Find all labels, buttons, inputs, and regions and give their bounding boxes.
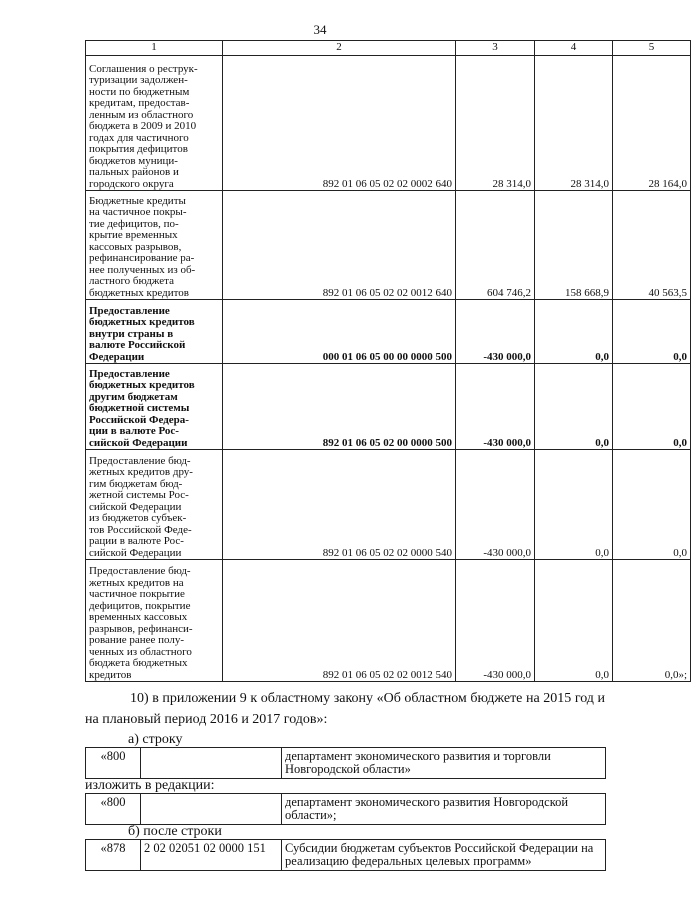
value-col-3: -430 000,0 bbox=[456, 560, 535, 682]
table-row bbox=[86, 560, 691, 682]
row-name: Предоставление бюджетных кредитов другим бюджетам бюджетной системы Российской Федера- ции в валюте Рос- сийской Федерации bbox=[86, 364, 223, 450]
value-col-3: -430 000,0 bbox=[456, 300, 535, 364]
cell-classifier bbox=[141, 748, 282, 779]
value-col-3: 28 314,0 bbox=[456, 56, 535, 191]
row-code: 000 01 06 05 00 00 0000 500 bbox=[223, 300, 456, 364]
value-col-5: 0,0 bbox=[613, 364, 691, 450]
value-col-4: 0,0 bbox=[535, 450, 613, 560]
value-col-5: 0,0 bbox=[613, 300, 691, 364]
value-col-4: 0,0 bbox=[535, 300, 613, 364]
subitem-b: б) после строки bbox=[128, 824, 222, 839]
value-col-3: 604 746,2 bbox=[456, 191, 535, 300]
header-cell: 2 bbox=[223, 41, 456, 56]
value-col-5: 28 164,0 bbox=[613, 56, 691, 191]
row-code: 892 01 06 05 02 02 0000 540 bbox=[223, 450, 456, 560]
row-name: Предоставление бюд- жетных кредитов на частичное покрытие дефицитов, покрытие временных кассовых разрывов, рефинанси- рование ранее полу- ченных из областного бюджета бюджетных кредитов bbox=[86, 560, 223, 682]
cell-name: Субсидии бюджетам субъектов Российской Федерации на реализацию федеральных целевых программ» bbox=[282, 840, 606, 871]
row-code: 892 01 06 05 02 00 0000 500 bbox=[223, 364, 456, 450]
table-row bbox=[86, 748, 606, 779]
row-code: 892 01 06 05 02 02 0012 640 bbox=[223, 191, 456, 300]
value-col-3: -430 000,0 bbox=[456, 364, 535, 450]
cell-code: «800 bbox=[86, 794, 141, 825]
table-header-row bbox=[86, 41, 691, 56]
table-row bbox=[86, 794, 606, 825]
value-col-5: 40 563,5 bbox=[613, 191, 691, 300]
row-table-c bbox=[85, 839, 606, 871]
row-name: Соглашения о реструк- туризации задолжен- ности по бюджетным кредитам, предостав- ленным из областного бюджета в 2009 и 2010 годах для частичного покрытия дефицитов бюджетов муници- пальных районов и городского округа bbox=[86, 56, 223, 191]
cell-classifier: 2 02 02051 02 0000 151 bbox=[141, 840, 282, 871]
replace-text: изложить в редакции: bbox=[85, 778, 215, 793]
row-code: 892 01 06 05 02 02 0002 640 bbox=[223, 56, 456, 191]
row-name: Предоставление бюджетных кредитов внутри страны в валюте Российской Федерации bbox=[86, 300, 223, 364]
value-col-5: 0,0»; bbox=[613, 560, 691, 682]
row-name: Предоставление бюд- жетных кредитов дру- гим бюджетам бюд- жетной системы Рос- сийской Федерации из бюджетов субъек- тов Российской Феде- рации в валюте Рос- сийской Федерации bbox=[86, 450, 223, 560]
table-row bbox=[86, 840, 606, 871]
value-col-3: -430 000,0 bbox=[456, 450, 535, 560]
cell-code: «800 bbox=[86, 748, 141, 779]
page-number: 34 bbox=[313, 22, 327, 37]
header-cell: 3 bbox=[456, 41, 535, 56]
row-name: Бюджетные кредиты на частичное покры- тие дефицитов, по- крытие временных кассовых разрывов, рефинансирование ра- нее полученных из об- ластного бюджета бюджетных кредитов bbox=[86, 191, 223, 300]
budget-sources-table bbox=[85, 40, 691, 682]
paragraph-10: 10) в приложении 9 к областному закону «Об областном бюджете на 2015 год и на плановый период 2016 и 2017 годов»: bbox=[85, 691, 605, 727]
header-cell: 4 bbox=[535, 41, 613, 56]
table-row bbox=[86, 450, 691, 560]
row-code: 892 01 06 05 02 02 0012 540 bbox=[223, 560, 456, 682]
cell-name: департамент экономического развития и торговли Новгородской области» bbox=[282, 748, 606, 779]
header-cell: 5 bbox=[613, 41, 691, 56]
value-col-4: 28 314,0 bbox=[535, 56, 613, 191]
header-cell: 1 bbox=[86, 41, 223, 56]
cell-name: департамент экономического развития Новгородской области»; bbox=[282, 794, 606, 825]
value-col-4: 0,0 bbox=[535, 364, 613, 450]
table-row bbox=[86, 191, 691, 300]
table-row bbox=[86, 56, 691, 191]
table-row bbox=[86, 300, 691, 364]
cell-code: «878 bbox=[86, 840, 141, 871]
value-col-4: 0,0 bbox=[535, 560, 613, 682]
value-col-4: 158 668,9 bbox=[535, 191, 613, 300]
cell-classifier bbox=[141, 794, 282, 825]
table-row bbox=[86, 364, 691, 450]
value-col-5: 0,0 bbox=[613, 450, 691, 560]
subitem-a: а) строку bbox=[128, 732, 183, 747]
